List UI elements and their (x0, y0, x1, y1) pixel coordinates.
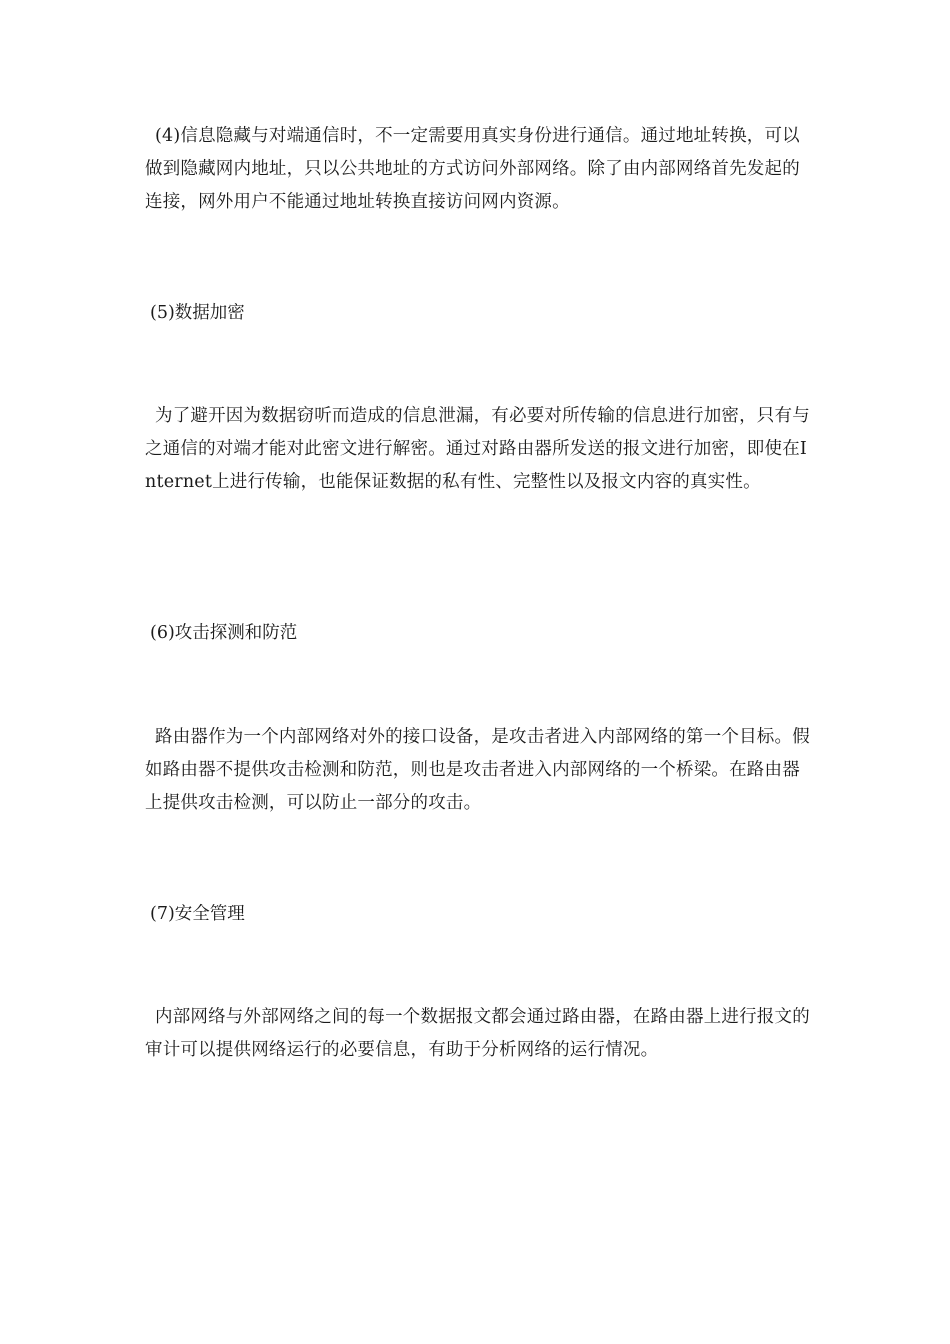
heading-security-management: (7)安全管理 (150, 904, 245, 924)
paragraph-data-encryption: 为了避开因为数据窃听而造成的信息泄漏，有必要对所传输的信息进行加密，只有与之通信的对端才能对此密文进行解密。通过对路由器所发送的报文进行加密，即使在Internet上进行传输，也能保证数据的私有性、完整性以及报文内容的真实性。 (145, 406, 810, 492)
paragraph-attack-detection: 路由器作为一个内部网络对外的接口设备，是攻击者进入内部网络的第一个目标。假如路由器不提供攻击检测和防范，则也是攻击者进入内部网络的一个桥梁。在路由器上提供攻击检测，可以防止一部分的攻击。 (145, 727, 810, 813)
paragraph-security-management: 内部网络与外部网络之间的每一个数据报文都会通过路由器，在路由器上进行报文的审计可以提供网络运行的必要信息，有助于分析网络的运行情况。 (145, 1007, 810, 1060)
heading-attack-detection: (6)攻击探测和防范 (150, 623, 298, 643)
heading-data-encryption: (5)数据加密 (150, 303, 245, 323)
paragraph-info-hiding: (4)信息隐藏与对端通信时，不一定需要用真实身份进行通信。通过地址转换，可以做到隐藏网内地址，只以公共地址的方式访问外部网络。除了由内部网络首先发起的连接，网外用户不能通过地址转换直接访问网内资源。 (145, 126, 800, 212)
